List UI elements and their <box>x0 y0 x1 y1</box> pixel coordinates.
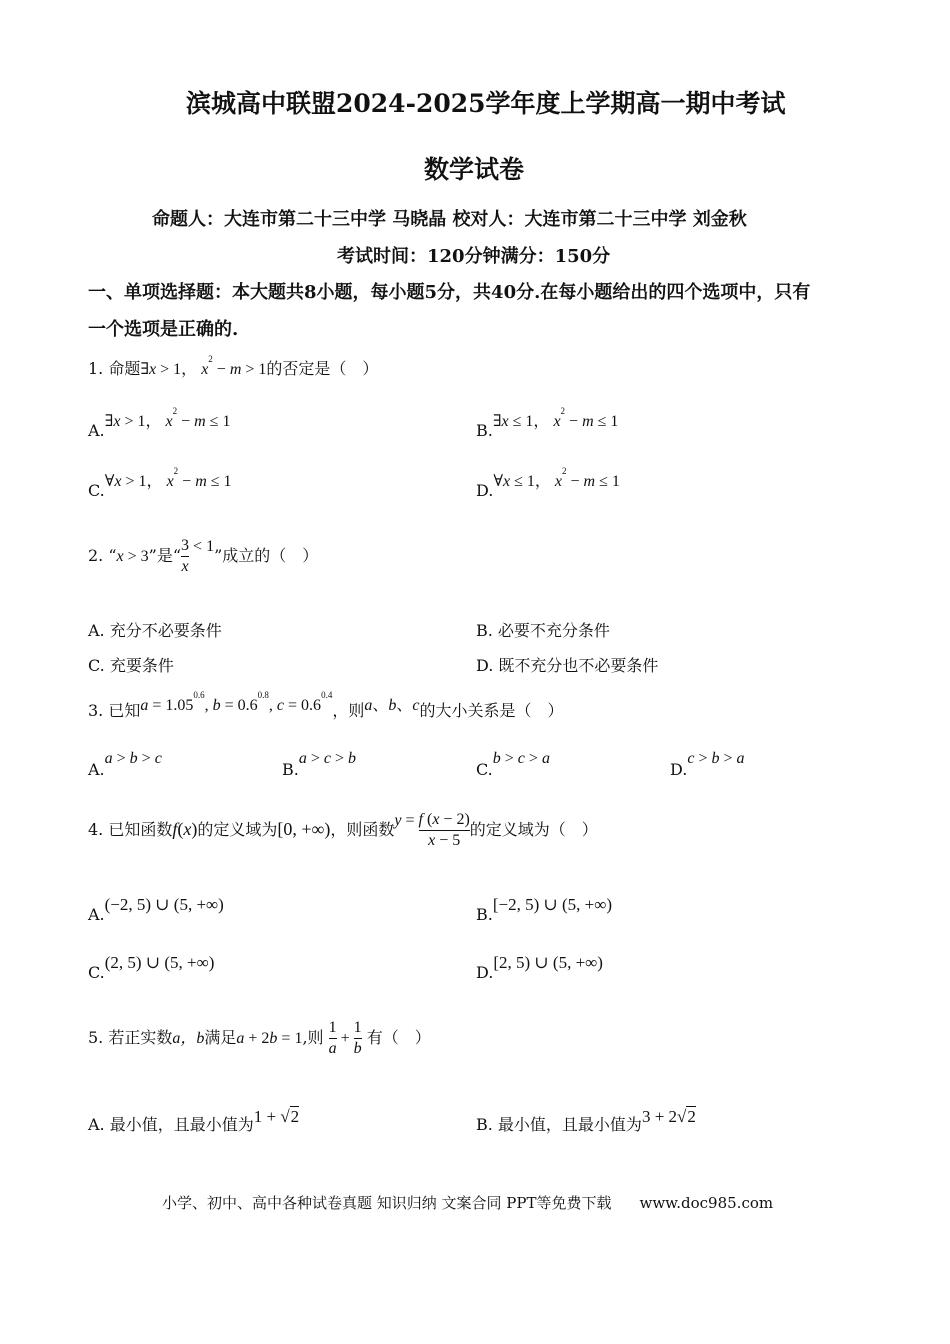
question-4-stem: 4. 已知函数f(x)的定义域为[0, +∞)，则函数y = $\frac{f (x - 2)}{x - 5}$ 的定义域为（ ） <box>88 811 598 849</box>
footer-url[interactable]: www.doc985.com <box>639 1194 774 1212</box>
question-3-stem: 3. 已知$a = 1.05^{0.6}$, $b = 0.6^{0.8}$, $c = 0.6^{0.4}$，则a、b、c的大小关系是（ ） <box>88 690 564 720</box>
q2-option-b[interactable]: B. 必要不充分条件 <box>476 621 610 640</box>
q4-option-b[interactable]: B.[−2, 5) ∪ (5, +∞) <box>476 895 613 924</box>
exam-time-line: 考试时间：120分钟满分：150分 <box>337 246 611 267</box>
math-expr: ∃x > 1， $x^2 - m > 1$ <box>140 354 267 378</box>
question-2-stem: 2. “x > 3”是“ $\frac{3}{x}$ < 1”成立的（ ） <box>88 537 319 575</box>
q4-option-c[interactable]: C.(2, 5) ∪ (5, +∞) <box>88 953 215 982</box>
section-heading-line1: 一、单项选择题：本大题共8小题，每小题5分，共40分.在每小题给出的四个选项中，只有 <box>88 282 811 303</box>
q1-option-c[interactable]: C.∀x > 1， $x^2 - m \le 1$ <box>88 466 232 500</box>
q2-option-a[interactable]: A. 充分不必要条件 <box>88 621 222 640</box>
question-5-stem: 5. 若正实数a，b满足a + 2b = 1,则 $\frac{1}{a}$ + $\frac{1}{b}$ 有（ ） <box>88 1019 431 1057</box>
q3-option-d[interactable]: D.c > b > a <box>670 750 745 779</box>
q4-option-d[interactable]: D.[2, 5) ∪ (5, +∞) <box>476 953 603 982</box>
q1-option-b[interactable]: B.∃x ≤ 1， $x^2 - m \le 1$ <box>476 406 619 440</box>
exam-title: 滨城高中联盟2024-2025学年度上学期高一期中考试 <box>186 89 786 118</box>
q1-option-a[interactable]: A.∃x > 1， $x^2 - m \le 1$ <box>88 406 231 440</box>
authors-line: 命题人：大连市第二十三中学 马晓晶 校对人：大连市第二十三中学 刘金秋 <box>152 209 747 230</box>
question-1-stem: 1. 命题∃x > 1， $x^2 - m > 1$的否定是（ ） <box>88 354 379 378</box>
q2-option-d[interactable]: D. 既不充分也不必要条件 <box>476 656 659 675</box>
q3-option-b[interactable]: B.a > c > b <box>282 750 357 779</box>
q2-option-c[interactable]: C. 充要条件 <box>88 656 174 675</box>
q3-option-c[interactable]: C.b > c > a <box>476 750 550 779</box>
q5-option-b[interactable]: B. 最小值，且最小值为3 + 2√2 <box>476 1107 696 1134</box>
q5-option-a[interactable]: A. 最小值，且最小值为1 + √2 <box>88 1107 300 1134</box>
subject-title: 数学试卷 <box>424 155 525 184</box>
q1-option-d[interactable]: D.∀x ≤ 1， $x^2 - m \le 1$ <box>476 466 620 500</box>
footer <box>162 1192 773 1213</box>
footer-text: 小学、初中、高中各种试卷真题 知识归纳 文案合同 PPT等免费下载 <box>162 1194 612 1212</box>
section-heading-line2: 一个选项是正确的. <box>88 319 239 340</box>
q3-option-a[interactable]: A.a > b > c <box>88 750 162 779</box>
q4-option-a[interactable]: A.(−2, 5) ∪ (5, +∞) <box>88 895 224 924</box>
